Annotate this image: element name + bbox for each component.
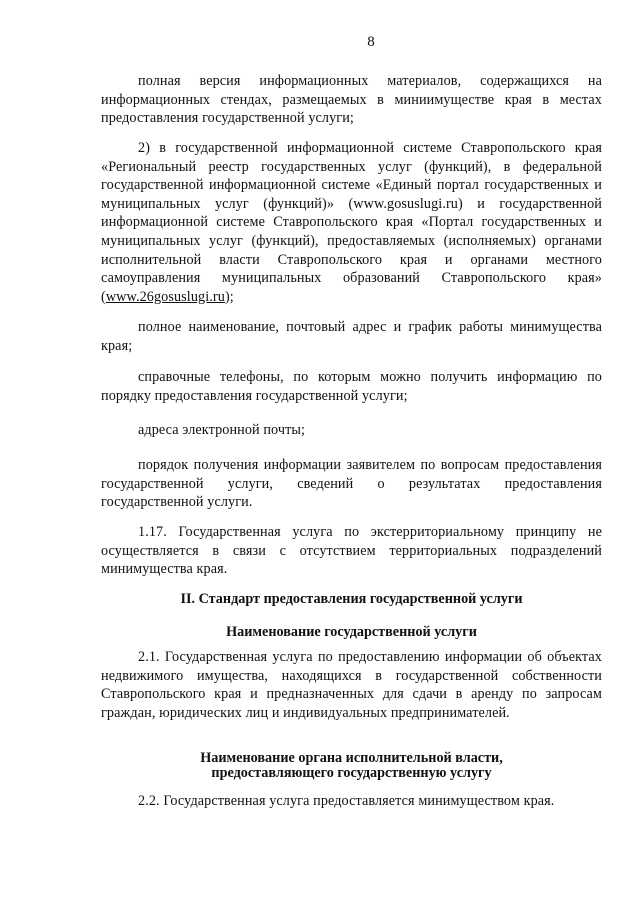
paragraph-service-description: 2.1. Государственная услуга по предоставлению информации об объектах недвижимого имущества, находящихся в государственной собственности Ставропольского края и предназначенных для сдачи в аренду по запросам граждан, юридических лиц и индивидуальных предпринимателей. <box>101 649 602 721</box>
page-number: 8 <box>367 34 375 50</box>
paragraph-info-systems-tail: ); <box>224 288 234 305</box>
paragraph-service-provider: 2.2. Государственная услуга предоставляется минимуществом края. <box>138 793 555 809</box>
paragraph-info-procedure: порядок получения информации заявителем по вопросам предоставления государственной услуги, сведений о результатах предоставления государственной услуги. <box>101 457 602 511</box>
paragraph-email-addresses: адреса электронной почты; <box>138 422 306 438</box>
paragraph-info-systems <box>101 139 602 306</box>
paragraph-info-systems-text: 2) в государственной информационной системе Ставропольского края «Региональный реестр государственных услуг (функций), в федеральной государственной информационной системе «Единый портал государственных и муниципальных услуг (функций)» (www.gosuslugi.ru) и государственной информационной системе Ставропольского края «Портал государственных и муниципальных услуг (функций), предоставляемых (исполняемых) органами исполнительной власти Ставропольского края и органами местного самоуправления муниципальных образований Ставропольского края» ( <box>101 140 602 305</box>
section-heading-standard: II. Стандарт предоставления государственной услуги <box>180 591 523 607</box>
paragraph-extraterritorial: 1.17. Государственная услуга по экстерриториальному принципу не осуществляется в связи с отсутствием территориальных подразделений минимущества края. <box>101 524 602 578</box>
subheading-authority-line1: Наименование органа исполнительной власти, <box>200 750 503 766</box>
gosuslugi-26-link[interactable]: www.26gosuslugi.ru <box>105 288 225 305</box>
subheading-authority-line2: предоставляющего государственную услугу <box>211 765 492 781</box>
paragraph-info-materials: полная версия информационных материалов, содержащихся на информационных стендах, размещаемых в миниимуществе края в местах предоставления государственной услуги; <box>101 73 602 127</box>
paragraph-reference-phones: справочные телефоны, по которым можно получить информацию по порядку предоставления государственной услуги; <box>101 369 602 404</box>
paragraph-full-name-address: полное наименование, почтовый адрес и график работы минимущества края; <box>101 319 602 354</box>
document-page <box>101 0 602 905</box>
subheading-service-name: Наименование государственной услуги <box>226 624 477 640</box>
